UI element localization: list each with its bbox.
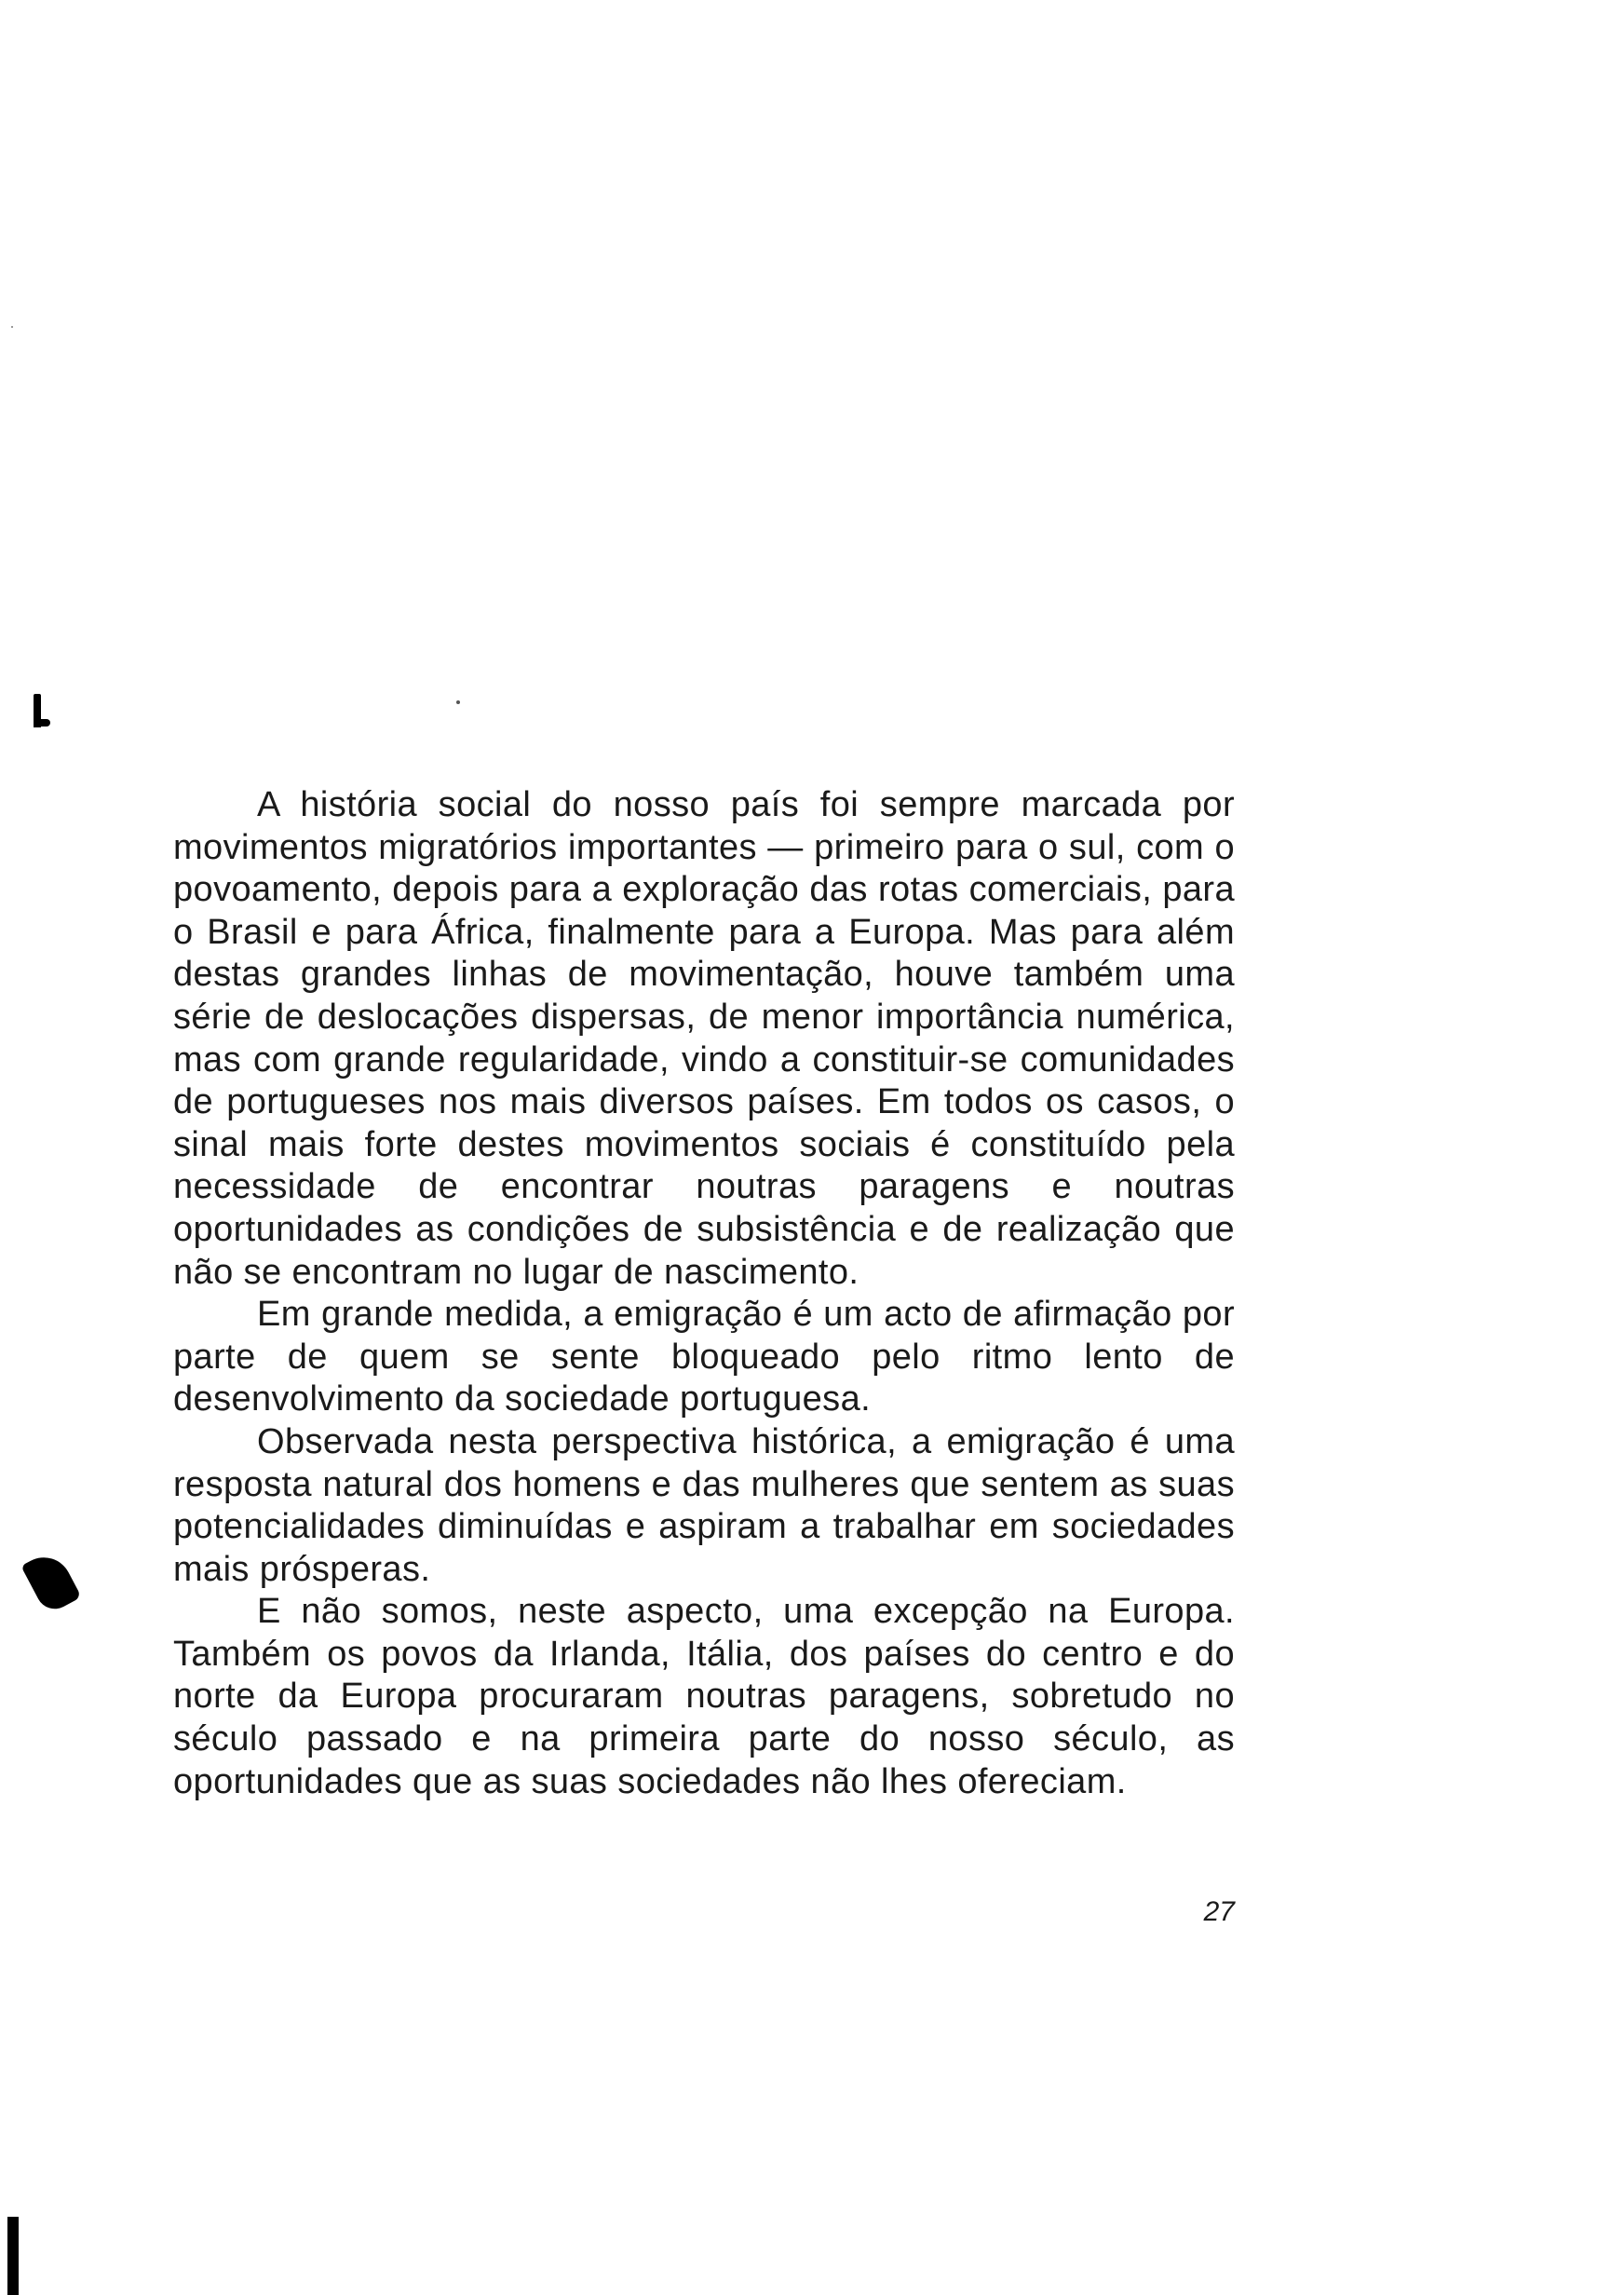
paragraph: Em grande medida, a emigração é um acto de afirmação por parte de quem se sente bloqueado pelo ritmo lento de desenvolvimento da sociedade portuguesa. [173, 1295, 1235, 1419]
scan-speck [456, 700, 460, 704]
body-text [173, 784, 1235, 1803]
paragraph: A história social do nosso país foi sempre marcada por movimentos migratórios importantes — primeiro para o sul, com o povoamento, depois para a exploração das rotas comerciais, para o Brasil e para África, finalmente para a Europa. Mas para além destas grandes linhas de movimentação, houve também uma série de deslocações dispersas, de menor importância numérica, mas com grande regularidade, vindo a constituir-se comunidades de portugueses nos mais diversos países. Em todos os casos, o sinal mais forte destes movimentos sociais é constituído pela necessidade de encontrar noutras paragens e noutras oportunidades as condições de subsistência e de realização que não se encontram no lugar de nascimento. [173, 785, 1235, 1292]
paragraph: E não somos, neste aspecto, uma excepção na Europa. Também os povos da Irlanda, Itália, dos países do centro e do norte da Europa procuraram noutras paragens, sobretudo no século passado e na primeira parte do nosso século, as oportunidades que as suas sociedades não lhes ofereciam. [173, 1592, 1235, 1801]
scan-artifact-mark [20, 1548, 81, 1616]
scan-artifact-mark [7, 2217, 19, 2295]
page-number: 27 [1203, 1896, 1235, 1927]
scan-artifact-mark [34, 719, 50, 727]
paragraph: Observada nesta perspectiva histórica, a emigração é uma resposta natural dos homens e das mulheres que sentem as suas potencialidades diminuídas e aspiram a trabalhar em sociedades mais prósperas. [173, 1421, 1235, 1589]
scan-speck [11, 326, 13, 328]
